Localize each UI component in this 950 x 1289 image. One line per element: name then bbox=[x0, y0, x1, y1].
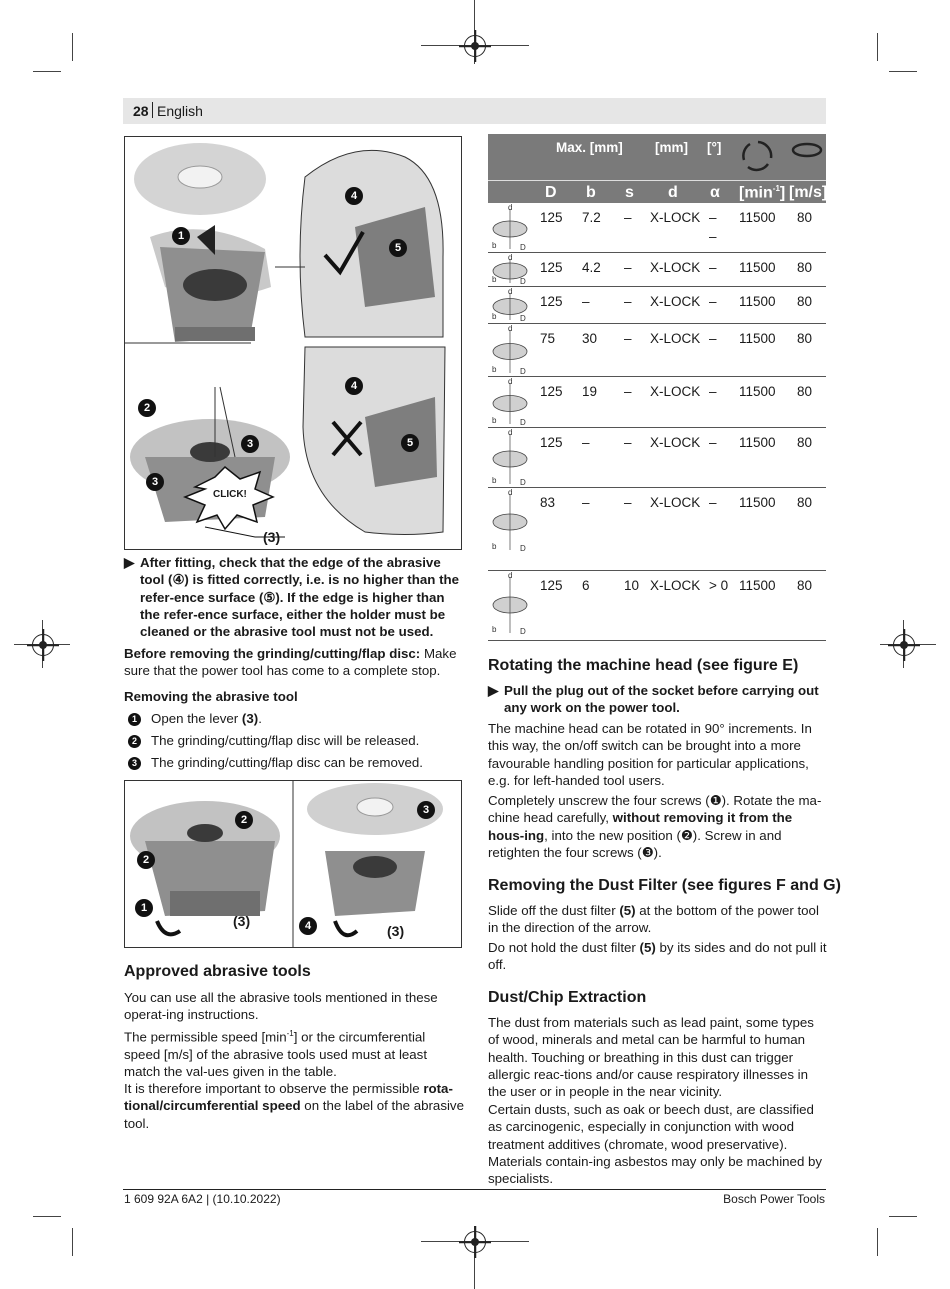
crop-mark bbox=[877, 1228, 878, 1256]
table-header-columns: D b s d α $[\min^{-1}]$ [m/s] bbox=[488, 180, 826, 203]
page-number: 28 bbox=[133, 103, 149, 119]
table-cell-ms: 80 bbox=[797, 260, 813, 275]
table-cell-rpm: 11500 bbox=[739, 495, 776, 510]
icon-dimension-letter: d bbox=[508, 253, 513, 262]
icon-dimension-letter: D bbox=[520, 277, 526, 286]
table-cell-b: 30 bbox=[582, 331, 598, 346]
callout-2: 2 bbox=[137, 851, 155, 869]
icon-dimension-letter: d bbox=[508, 571, 513, 580]
fitting-check-note: ▶ After fitting, check that the edge of the abrasive tool (④) is fitted correctly, i.e. is no higher than the refer-ence surface (⑤). If the edge is higher than the refer-ence surface, either the holder must be cleaned or the abrasive tool must not be used. bbox=[124, 555, 460, 640]
icon-dimension-letter: D bbox=[520, 418, 526, 427]
table-cell-b: – bbox=[582, 435, 590, 450]
icon-dimension-letter: d bbox=[508, 324, 513, 333]
table-cell-ms: 80 bbox=[797, 294, 813, 309]
icon-dimension-letter: D bbox=[520, 478, 526, 487]
table-cell-a: – bbox=[709, 260, 717, 275]
header-divider bbox=[152, 102, 153, 118]
table-cell-ms: 80 bbox=[797, 578, 813, 593]
callout-3-a: 3 bbox=[241, 435, 259, 453]
table-cell-d: X-LOCK bbox=[650, 294, 701, 309]
icon-dimension-letter: D bbox=[520, 544, 526, 553]
icon-dimension-letter: b bbox=[492, 625, 497, 634]
extraction-title: Dust/Chip Extraction bbox=[488, 989, 647, 1006]
table-cell-d: X-LOCK bbox=[650, 331, 701, 346]
table-cell-b: – bbox=[582, 495, 590, 510]
approved-paragraph: It is therefore important to observe the permissible rota-tional/circumferential speed on the label of the abrasive tool. bbox=[124, 1081, 464, 1131]
table-cell-s: – bbox=[624, 260, 632, 275]
table-cell-s: – bbox=[624, 210, 632, 225]
approved-paragraph: The permissible speed $[\min^{-1}]$ or the circumferential speed [m/s] of the abrasive tools used must at least match the val-ues given in the table. bbox=[124, 1029, 428, 1080]
icon-dimension-letter: b bbox=[492, 365, 497, 374]
table-cell-ms: 80 bbox=[797, 435, 813, 450]
icon-dimension-letter: b bbox=[492, 312, 497, 321]
table-cell-s: – bbox=[624, 384, 632, 399]
dust-filter-title: Removing the Dust Filter (see figures F and G) bbox=[488, 877, 841, 894]
table-cell-ms: 80 bbox=[797, 384, 813, 399]
fitting-illustration bbox=[125, 137, 461, 549]
step-number-icon: 1 bbox=[128, 713, 141, 726]
icon-dimension-letter: d bbox=[508, 377, 513, 386]
page-language: English bbox=[157, 103, 203, 119]
crop-mark bbox=[33, 1216, 61, 1217]
table-header-units: Max. [mm] [mm] [°] bbox=[488, 134, 826, 180]
table-cell-a: – bbox=[709, 384, 717, 399]
table-cell-a: > 0 bbox=[709, 578, 729, 593]
table-cell-s: 10 bbox=[624, 578, 640, 593]
step-number-icon: 2 bbox=[128, 735, 141, 748]
callout-4-b: 4 bbox=[345, 377, 363, 395]
approved-paragraph: You can use all the abrasive tools mentioned in these operat-ing instructions. bbox=[124, 990, 438, 1023]
icon-dimension-letter: d bbox=[508, 488, 513, 497]
table-row bbox=[488, 571, 826, 641]
callout-1: 1 bbox=[172, 227, 190, 245]
dust-filter-paragraph: Do not hold the dust filter (5) by its sides and do not pull it off. bbox=[488, 940, 827, 973]
crop-mark bbox=[72, 33, 73, 61]
table-cell-D: 75 bbox=[540, 331, 556, 346]
rotating-paragraph: The machine head can be rotated in 90° increments. In this way, the on/off switch can be brought into a more favourable handling position for particular applications, e.g. for left-handed tool users. bbox=[488, 721, 812, 788]
table-cell-d: X-LOCK bbox=[650, 435, 701, 450]
approved-title: Approved abrasive tools bbox=[124, 963, 311, 980]
footer-document-id: 1 609 92A 6A2 | (10.10.2022) bbox=[124, 1192, 281, 1206]
dust-filter-paragraph: Slide off the dust filter (5) at the bottom of the power tool in the direction of the arrow. bbox=[488, 903, 819, 936]
table-cell-b: 19 bbox=[582, 384, 598, 399]
icon-dimension-letter: b bbox=[492, 241, 497, 250]
figure-fitting bbox=[124, 136, 462, 550]
table-row bbox=[488, 324, 826, 377]
rotating-warning: ▶ Pull the plug out of the socket before carrying out any work on the power tool. bbox=[488, 683, 819, 716]
rotating-paragraph: Completely unscrew the four screws (❶). Rotate the ma-chine head carefully, without removing it from the hous-ing, into the new position (❷). Screw in and retighten the four screws (❸). bbox=[488, 793, 822, 860]
table-cell-a: – bbox=[709, 435, 717, 450]
registration-target-icon bbox=[32, 634, 54, 656]
registration-target-icon bbox=[464, 35, 486, 57]
registration-target-icon bbox=[893, 634, 915, 656]
figure-removing bbox=[124, 780, 462, 948]
removing-step: 2 The grinding/cutting/flap disc will be released. bbox=[128, 732, 419, 749]
table-cell-s: – bbox=[624, 495, 632, 510]
table-row bbox=[488, 377, 826, 428]
table-cell-D: 83 bbox=[540, 495, 556, 510]
icon-dimension-letter: D bbox=[520, 243, 526, 252]
removing-step: 3 The grinding/cutting/flap disc can be removed. bbox=[128, 754, 423, 771]
table-cell-rpm: 11500 bbox=[739, 294, 776, 309]
callout-5-b: 5 bbox=[401, 434, 419, 452]
icon-dimension-letter: d bbox=[508, 428, 513, 437]
before-removing-paragraph: Before removing the grinding/cutting/flap disc: Make sure that the power tool has come to a complete stop. bbox=[124, 646, 457, 679]
icon-dimension-letter: b bbox=[492, 416, 497, 425]
lever-label: (3) bbox=[263, 529, 281, 545]
table-row bbox=[488, 203, 826, 253]
table-cell-D: 125 bbox=[540, 578, 563, 593]
table-cell-d: X-LOCK bbox=[650, 260, 701, 275]
callout-5: 5 bbox=[389, 239, 407, 257]
callout-2: 2 bbox=[235, 811, 253, 829]
table-cell-s: – bbox=[624, 435, 632, 450]
icon-dimension-letter: b bbox=[492, 275, 497, 284]
table-cell-b: 4.2 bbox=[582, 260, 601, 275]
page-header bbox=[123, 98, 826, 124]
table-cell-ms: 80 bbox=[797, 331, 813, 346]
table-cell-rpm: 11500 bbox=[739, 578, 776, 593]
table-cell-d: X-LOCK bbox=[650, 578, 701, 593]
table-body bbox=[488, 203, 826, 641]
triangle-bullet-icon: ▶ bbox=[124, 555, 135, 570]
rotation-speed-icon bbox=[738, 138, 778, 174]
table-cell-D: 125 bbox=[540, 210, 563, 225]
click-burst-label: CLICK! bbox=[213, 489, 247, 500]
icon-dimension-letter: d bbox=[508, 203, 513, 212]
table-row bbox=[488, 428, 826, 488]
rotating-title: Rotating the machine head (see figure E) bbox=[488, 657, 799, 674]
extraction-paragraph: The dust from materials such as lead paint, some types of wood, minerals and metal can be harmful to human health. Touching or breathing in this dust can trigger allergic reac-tions and/or cause respiratory illnesses in the user or in people in the near vicinity. bbox=[488, 1015, 814, 1100]
icon-dimension-letter: b bbox=[492, 542, 497, 551]
crop-mark bbox=[72, 1228, 73, 1256]
table-row bbox=[488, 253, 826, 287]
icon-dimension-letter: D bbox=[520, 627, 526, 636]
table-cell-rpm: 11500 bbox=[739, 260, 776, 275]
crop-mark bbox=[889, 1216, 917, 1217]
table-cell-rpm: 11500 bbox=[739, 384, 776, 399]
removing-step: 1 Open the lever (3). bbox=[128, 710, 262, 727]
table-cell-a: – bbox=[709, 294, 717, 309]
callout-4: 4 bbox=[299, 917, 317, 935]
table-cell-D: 125 bbox=[540, 384, 563, 399]
registration-target-icon bbox=[464, 1231, 486, 1253]
table-cell-rpm: 11500 bbox=[739, 435, 776, 450]
table-cell-s: – bbox=[624, 331, 632, 346]
crop-mark bbox=[33, 71, 61, 72]
crop-mark bbox=[889, 71, 917, 72]
footer-brand: Bosch Power Tools bbox=[723, 1192, 825, 1206]
table-cell-D: 125 bbox=[540, 435, 563, 450]
removing-title: Removing the abrasive tool bbox=[124, 689, 298, 704]
lever-label: (3) bbox=[233, 913, 251, 929]
extraction-paragraph: Certain dusts, such as oak or beech dust, are classified as carcinogenic, especially in conjunction with wood treatment additives (chromate, wood preservative). Materials contain-ing asbestos may only be machined by specialists. bbox=[488, 1102, 823, 1187]
table-cell-b: – bbox=[582, 294, 590, 309]
removing-illustration bbox=[125, 781, 461, 947]
abrasive-tools-table bbox=[488, 134, 826, 641]
table-cell-rpm: 11500 bbox=[739, 331, 776, 346]
callout-3-b: 3 bbox=[146, 473, 164, 491]
table-cell-d: X-LOCK bbox=[650, 384, 701, 399]
callout-3: 3 bbox=[417, 801, 435, 819]
table-cell-b: 7.2 bbox=[582, 210, 601, 225]
table-cell-d: X-LOCK bbox=[650, 210, 701, 225]
table-cell-ms: 80 bbox=[797, 495, 813, 510]
footer-divider bbox=[123, 1189, 826, 1190]
table-cell-d: X-LOCK bbox=[650, 495, 701, 510]
table-cell-a: – bbox=[709, 210, 717, 225]
table-row bbox=[488, 287, 826, 324]
icon-dimension-letter: D bbox=[520, 314, 526, 323]
table-cell-ms: 80 bbox=[797, 210, 813, 225]
triangle-bullet-icon: ▶ bbox=[488, 683, 499, 698]
table-cell-a: – bbox=[709, 495, 717, 510]
step-number-icon: 3 bbox=[128, 757, 141, 770]
callout-1: 1 bbox=[135, 899, 153, 917]
callout-4: 4 bbox=[345, 187, 363, 205]
lever-label: (3) bbox=[387, 923, 405, 939]
table-cell-a: – bbox=[709, 331, 717, 346]
table-cell-s: – bbox=[624, 294, 632, 309]
table-cell-D: 125 bbox=[540, 260, 563, 275]
icon-dimension-letter: b bbox=[492, 476, 497, 485]
table-cell-b: 6 bbox=[582, 578, 590, 593]
circumferential-speed-icon bbox=[790, 140, 824, 160]
table-row bbox=[488, 488, 826, 571]
table-cell-D: 125 bbox=[540, 294, 563, 309]
table-cell-a-second: – bbox=[709, 229, 717, 244]
table-cell-rpm: 11500 bbox=[739, 210, 776, 225]
crop-mark bbox=[877, 33, 878, 61]
callout-2: 2 bbox=[138, 399, 156, 417]
icon-dimension-letter: d bbox=[508, 287, 513, 296]
icon-dimension-letter: D bbox=[520, 367, 526, 376]
